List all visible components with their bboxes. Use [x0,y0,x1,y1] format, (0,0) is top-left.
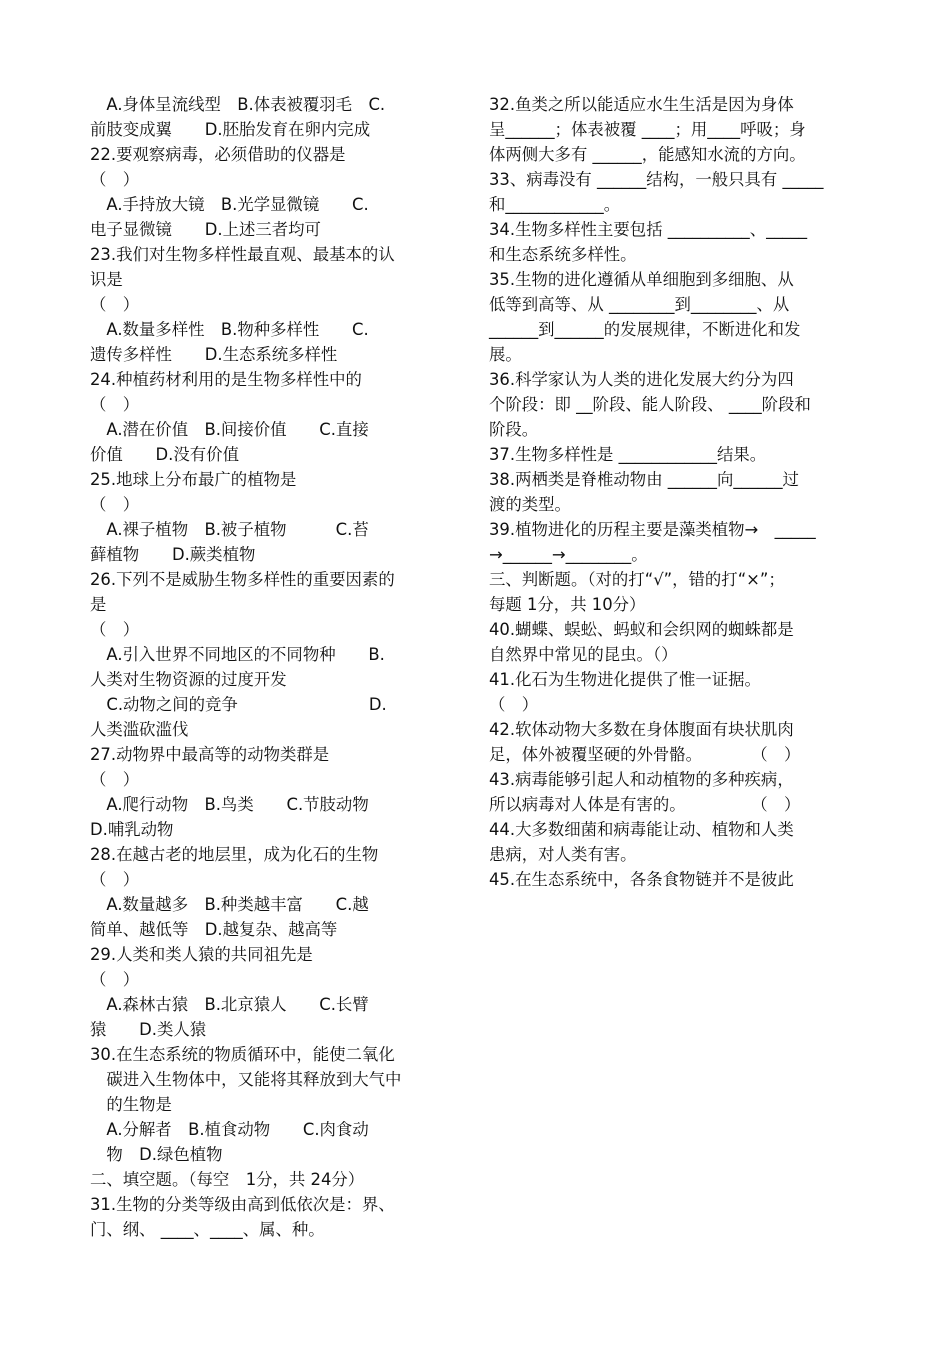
text-line: 前肢变成翼 D.胚胎发育在卵内完成 [90,120,371,139]
text-line: 22.要观察病毒，必须借助的仪器是 [90,145,346,164]
text-line: 价值 D.没有价值 [90,445,239,464]
text-line: 渡的类型。 [489,495,571,514]
text-line: 所以病毒对人体是有害的。 （ ） [489,795,801,814]
text-line: 40.蝴蝶、蜈蚣、蚂蚁和会织网的蜘蛛都是 [489,620,794,639]
text-line: 识是 [90,270,123,289]
text-line: 31.生物的分类等级由高到低依次是：界、 [90,1195,395,1214]
text-line: 30.在生态系统的物质循环中，能使二氧化 [90,1045,395,1064]
text-line: 29.人类和类人猿的共同祖先是 [90,945,313,964]
text-line: 阶段。 [489,420,539,439]
text-line: 碳进入生物体中，又能将其释放到大气中 [90,1070,402,1089]
text-line: 45.在生态系统中，各条食物链并不是彼此 [489,870,794,889]
text-line: A.森林古猿 B.北京猿人 C.长臂 [90,995,369,1014]
text-line: 41.化石为生物进化提供了惟一证据。 [489,670,761,689]
text-line: 28.在越古老的地层里，成为化石的生物 [90,845,379,864]
left-column [90,92,438,1242]
text-line: 电子显微镜 D.上述三者均可 [90,220,321,239]
text-line: （ ） [90,170,140,189]
text-line: A.身体呈流线型 B.体表被覆羽毛 C. [90,95,386,114]
text-line: 低等到高等、从 ________到________、从 [489,295,790,314]
text-line: 每题 1分，共 10分） [489,595,646,614]
text-line: A.裸子植物 B.被子植物 C.苔 [90,520,369,539]
text-line: A.分解者 B.植食动物 C.肉食动 [90,1120,369,1139]
text-line: 自然界中常见的昆虫。（） [489,645,678,664]
text-line: 和生态系统多样性。 [489,245,637,264]
text-line: 和____________。 [489,195,621,214]
text-line: 简单、越低等 D.越复杂、越高等 [90,920,338,939]
text-line: （ ） [90,395,140,414]
text-line: 人类对生物资源的过度开发 [90,670,287,689]
text-line: 35.生物的进化遵循从单细胞到多细胞、从 [489,270,794,289]
text-line: 25.地球上分布最广的植物是 [90,470,297,489]
text-line: 个阶段：即 __阶段、能人阶段、 ____阶段和 [489,395,811,414]
text-line: 呈______；体表被覆 ____；用____呼吸；身 [489,120,806,139]
text-line: 体两侧大多有 ______，能感知水流的方向。 [489,145,806,164]
text-line: 足，体外被覆坚硬的外骨骼。 （ ） [489,745,801,764]
text-line: 的生物是 [90,1095,172,1114]
text-line: A.潜在价值 B.间接价值 C.直接 [90,420,369,439]
text-line: （ ） [489,695,539,714]
text-line: A.手持放大镜 B.光学显微镜 C. [90,195,369,214]
text-line: C.动物之间的竞争 D. [90,695,387,714]
text-line: 猿 D.类人猿 [90,1020,207,1039]
text-line: 32.鱼类之所以能适应水生生活是因为身体 [489,95,794,114]
text-line: 人类滥砍滥伐 [90,720,189,739]
text-line: （ ） [90,295,140,314]
text-line: （ ） [90,770,140,789]
text-line: 三、判断题。（对的打“√”，错的打“×”； [489,570,785,589]
text-line: （ ） [90,970,140,989]
text-line: 39.植物进化的历程主要是藻类植物→ _____ [489,520,816,539]
text-line: D.哺乳动物 [90,820,174,839]
text-line: 36.科学家认为人类的进化发展大约分为四 [489,370,794,389]
text-line: 门、纲、 ____、____、属、种。 [90,1220,325,1239]
text-line: 27.动物界中最高等的动物类群是 [90,745,330,764]
text-line: 26.下列不是威胁生物多样性的重要因素的 [90,570,395,589]
text-line: ______到______的发展规律，不断进化和发 [489,320,801,339]
text-line: →______→________。 [489,545,648,564]
text-line: 患病，对人类有害。 [489,845,637,864]
text-line: 34.生物多样性主要包括 __________、_____ [489,220,808,239]
text-line: 38.两栖类是脊椎动物由 ______向______过 [489,470,799,489]
text-line: A.数量越多 B.种类越丰富 C.越 [90,895,369,914]
text-line: A.爬行动物 B.鸟类 C.节肢动物 [90,795,369,814]
text-line: 二、填空题。（每空 1分，共 24分） [90,1170,365,1189]
text-line: 展。 [489,345,522,364]
text-line: 44.大多数细菌和病毒能让动、植物和人类 [489,820,794,839]
text-line: 43.病毒能够引起人和动植物的多种疾病， [489,770,794,789]
text-line: （ ） [90,495,140,514]
text-line: 遗传多样性 D.生态系统多样性 [90,345,338,364]
text-line: A.数量多样性 B.物种多样性 C. [90,320,369,339]
right-column [489,92,854,892]
text-line: 42.软体动物大多数在身体腹面有块状肌肉 [489,720,794,739]
text-line: （ ） [90,870,140,889]
text-line: （ ） [90,620,140,639]
text-line: 24.种植药材利用的是生物多样性中的 [90,370,362,389]
text-line: 33、病毒没有 ______结构，一般只具有 _____ [489,170,824,189]
text-line: 37.生物多样性是 ____________结果。 [489,445,767,464]
text-line: A.引入世界不同地区的不同物种 B. [90,645,385,664]
text-line: 物 D.绿色植物 [90,1145,223,1164]
text-line: 藓植物 D.蕨类植物 [90,545,256,564]
text-line: 是 [90,595,107,614]
text-line: 23.我们对生物多样性最直观、最基本的认 [90,245,395,264]
